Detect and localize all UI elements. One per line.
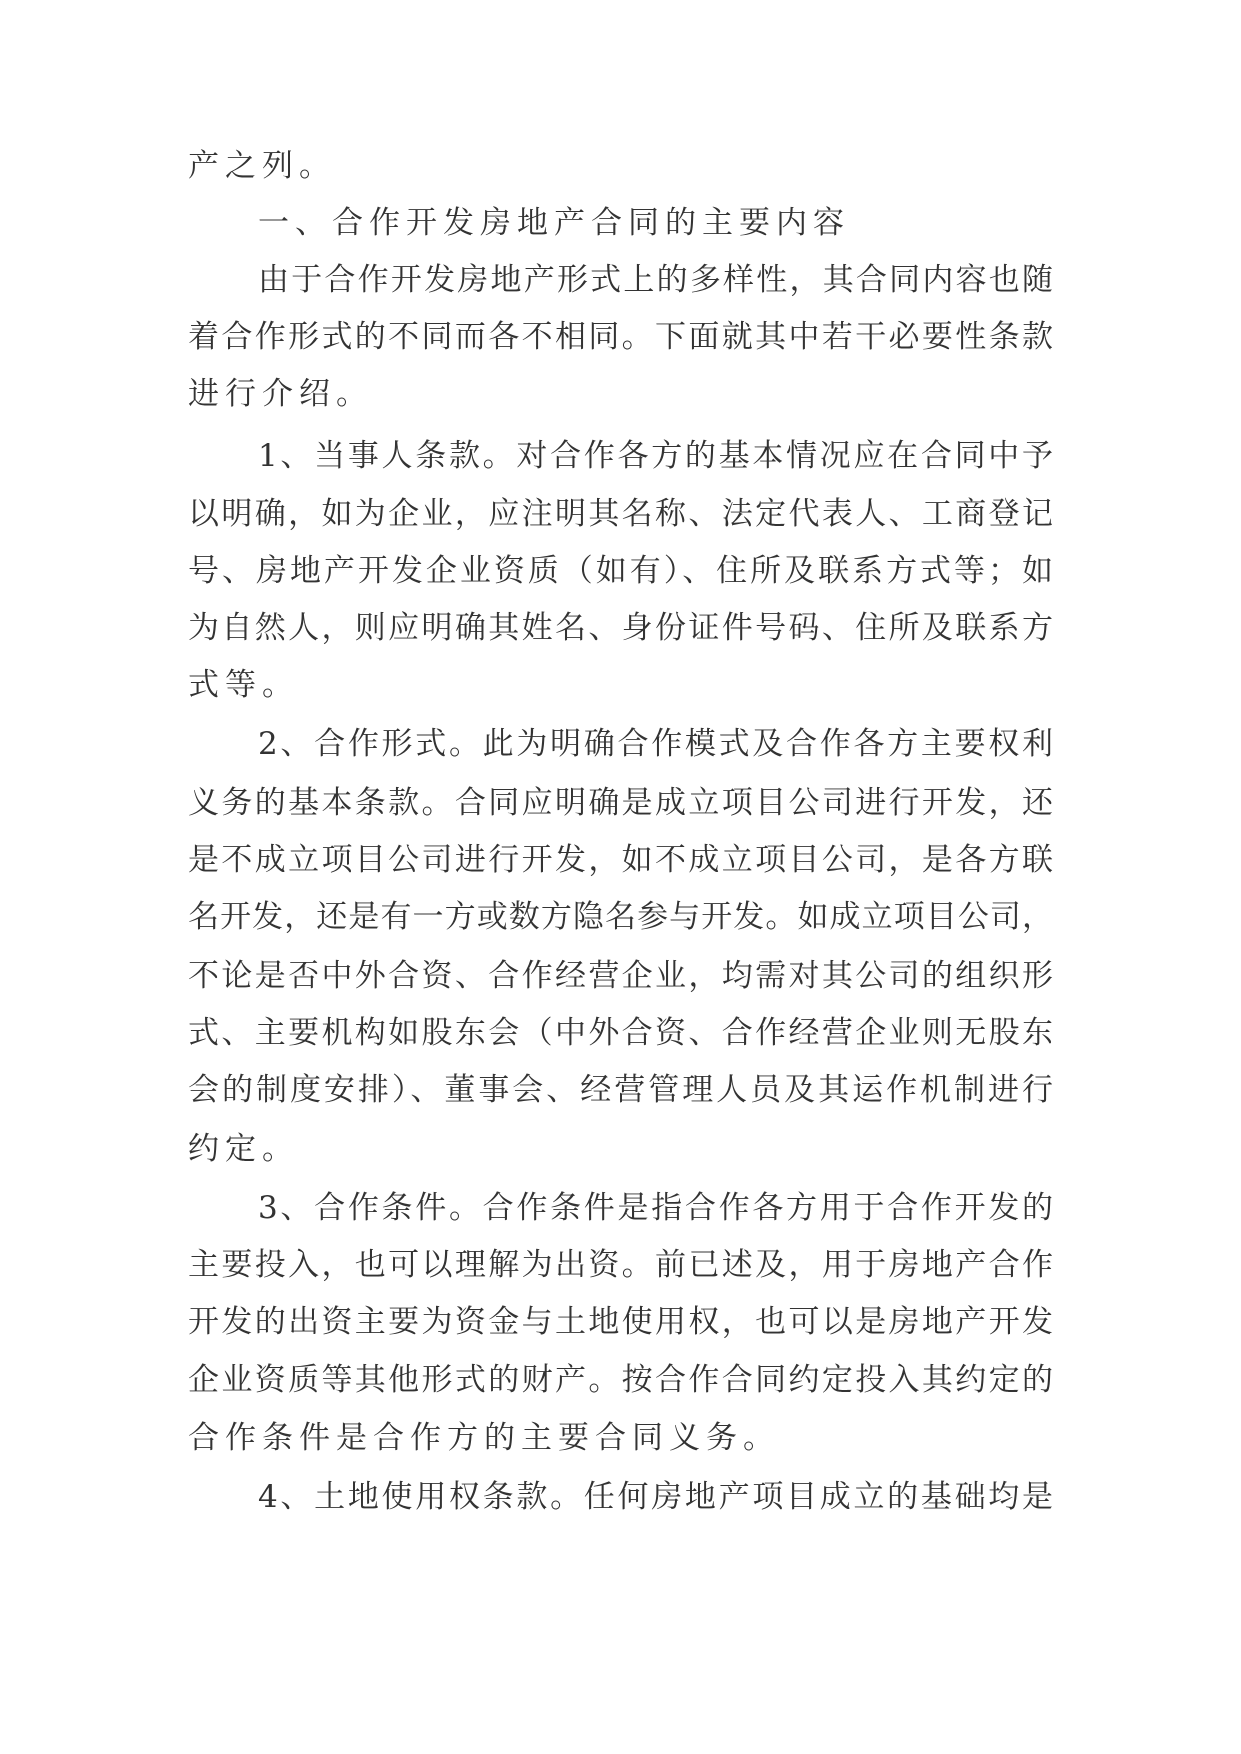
text-line-content: 名开发，还是有一方或数方隐名参与开发。如成立项目公司， bbox=[188, 899, 1055, 935]
text-line-content: 式等。 bbox=[188, 667, 299, 703]
text-line bbox=[0, 773, 1241, 833]
text-line bbox=[0, 1235, 1241, 1295]
text-line-content: 以明确，如为企业，应注明其名称、法定代表人、工商登记 bbox=[188, 496, 1056, 532]
text-line bbox=[0, 250, 1241, 310]
text-line bbox=[0, 1060, 1241, 1120]
text-line bbox=[0, 541, 1241, 601]
text-line bbox=[0, 364, 1241, 424]
text-line-content: 是不成立项目公司进行开发，如不成立项目公司，是各方联 bbox=[188, 842, 1056, 878]
text-line-content: 3、合作条件。合作条件是指合作各方用于合作开发的 bbox=[258, 1190, 1056, 1226]
text-line-content: 一、合作开发房地产合同的主要内容 bbox=[258, 205, 850, 241]
text-line-content: 4、土地使用权条款。任何房地产项目成立的基础均是 bbox=[258, 1479, 1056, 1515]
text-line bbox=[0, 484, 1241, 544]
text-line bbox=[0, 1408, 1241, 1468]
text-line-content: 着合作形式的不同而各不相同。下面就其中若干必要性条款 bbox=[188, 319, 1056, 355]
text-line bbox=[0, 714, 1241, 774]
text-line bbox=[0, 307, 1241, 367]
text-line bbox=[0, 946, 1241, 1006]
text-line bbox=[0, 887, 1241, 947]
text-line bbox=[0, 136, 1241, 196]
text-line bbox=[0, 1350, 1241, 1410]
text-line-content: 不论是否中外合资、合作经营企业，均需对其公司的组织形 bbox=[188, 958, 1056, 994]
text-line bbox=[0, 1292, 1241, 1352]
text-line bbox=[0, 426, 1241, 486]
text-line-content: 进行介绍。 bbox=[188, 376, 373, 412]
text-line bbox=[0, 598, 1241, 658]
text-line-content: 2、合作形式。此为明确合作模式及合作各方主要权利 bbox=[258, 726, 1056, 762]
text-line-content: 1、当事人条款。对合作各方的基本情况应在合同中予 bbox=[258, 438, 1056, 474]
text-line-content: 产之列。 bbox=[188, 148, 336, 184]
text-line-content: 号、房地产开发企业资质（如有）、住所及联系方式等；如 bbox=[188, 553, 1056, 589]
text-line-content: 合作条件是合作方的主要合同义务。 bbox=[188, 1420, 780, 1456]
text-line bbox=[0, 1003, 1241, 1063]
text-line-content: 义务的基本条款。合同应明确是成立项目公司进行开发，还 bbox=[188, 785, 1056, 821]
text-line-content: 主要投入，也可以理解为出资。前已述及，用于房地产合作 bbox=[188, 1247, 1056, 1283]
text-line-content: 为自然人，则应明确其姓名、身份证件号码、住所及联系方 bbox=[188, 610, 1056, 646]
text-line bbox=[0, 1178, 1241, 1238]
text-line bbox=[0, 1119, 1241, 1179]
text-line-content: 开发的出资主要为资金与土地使用权，也可以是房地产开发 bbox=[188, 1304, 1056, 1340]
heading-line bbox=[0, 193, 1241, 253]
text-line-content: 企业资质等其他形式的财产。按合作合同约定投入其约定的 bbox=[188, 1362, 1056, 1398]
text-line bbox=[0, 655, 1241, 715]
text-line-content: 由于合作开发房地产形式上的多样性，其合同内容也随 bbox=[258, 262, 1056, 298]
text-line-content: 约定。 bbox=[188, 1131, 299, 1167]
text-line-content: 式、主要机构如股东会（中外合资、合作经营企业则无股东 bbox=[188, 1015, 1056, 1051]
text-line bbox=[0, 830, 1241, 890]
text-line-content: 会的制度安排）、董事会、经营管理人员及其运作机制进行 bbox=[188, 1072, 1056, 1108]
text-line bbox=[0, 1467, 1241, 1527]
